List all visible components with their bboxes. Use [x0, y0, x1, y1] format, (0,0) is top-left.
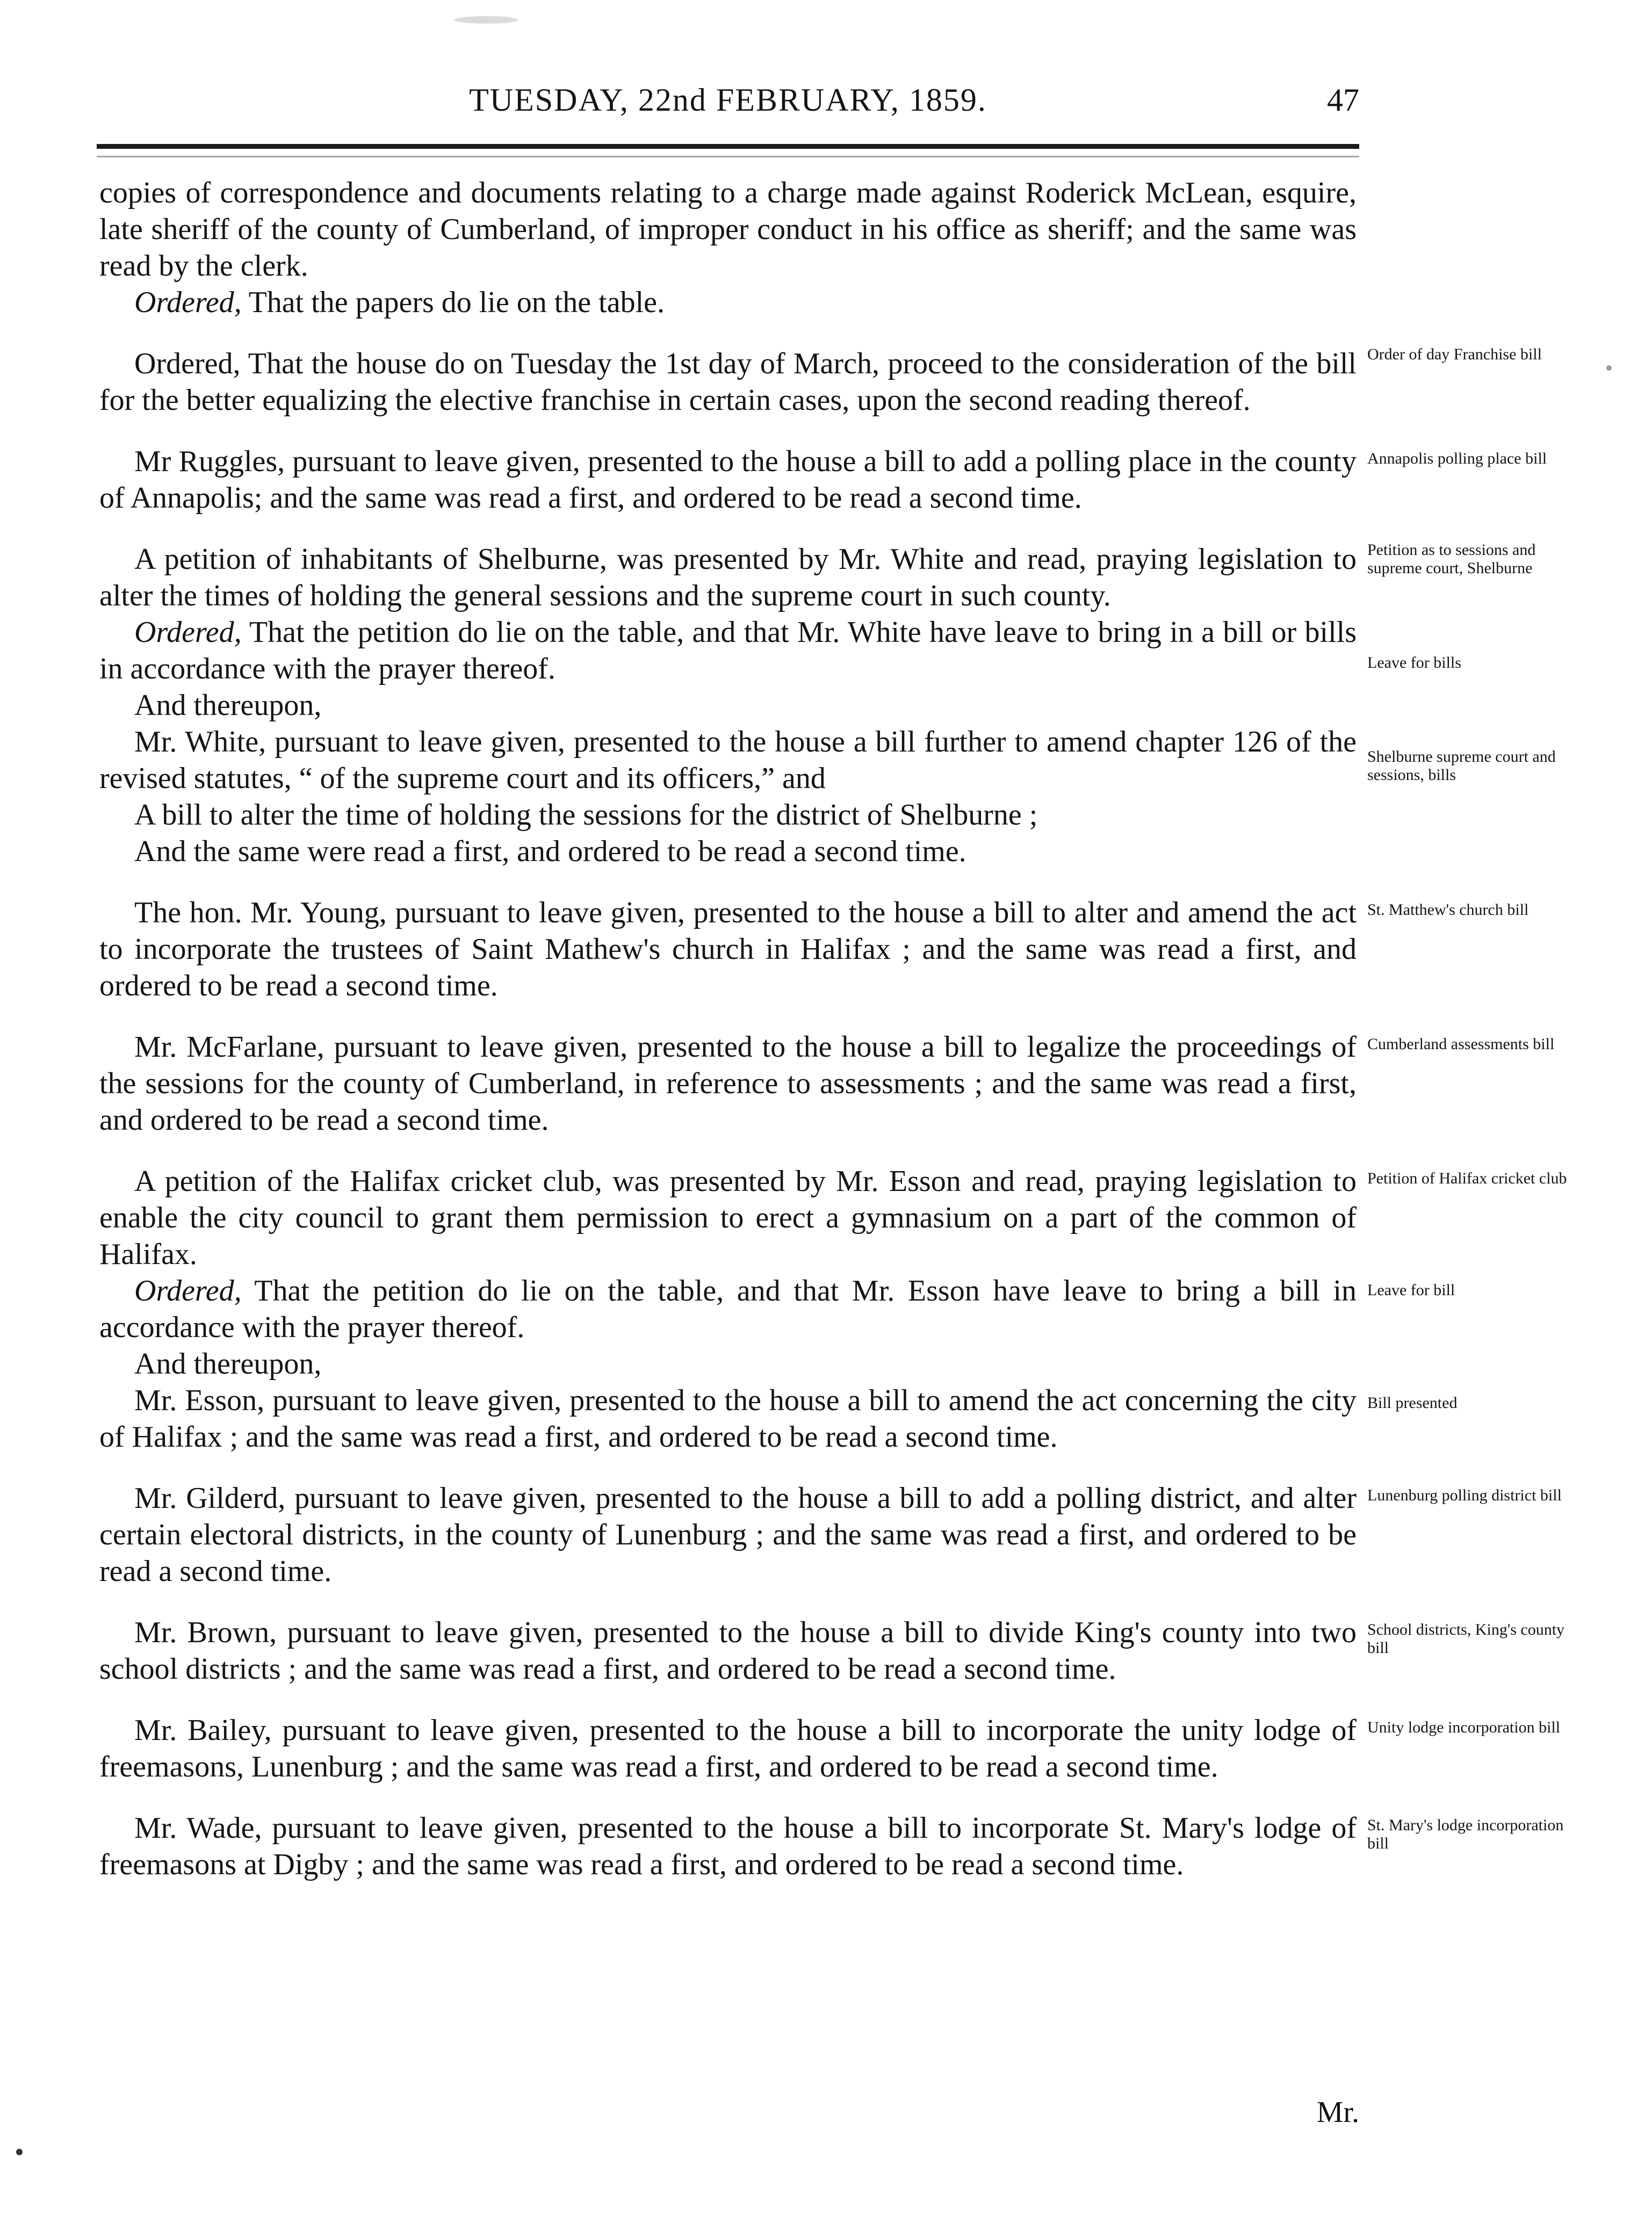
header-rule [97, 144, 1359, 149]
margin-note: Annapolis polling place bill [1367, 450, 1547, 467]
paragraph: Mr. Gilderd, pursuant to leave given, presented to the house a bill to add a polling district, and alter certain electoral districts, in the county of Lunenburg ; and the same was read a first, and ordered to be read a second time. [99, 1482, 1357, 1588]
print-blemish [454, 16, 518, 24]
margin-note: Order of day Franchise bill [1367, 345, 1542, 363]
margin-note: Bill presented [1367, 1394, 1458, 1412]
paragraph: Mr. McFarlane, pursuant to leave given, presented to the house a bill to legalize the proceedings of the sessions for the county of Cumberland, in reference to assessments ; and the same was read a first, and ordered to be read a second time. [99, 1030, 1357, 1137]
entry-st-mathews [99, 894, 1529, 1004]
print-speck [16, 2149, 23, 2155]
entry-kings-county [99, 1614, 1565, 1687]
margin-note: Shelburne supreme court and sessions, bills [1367, 748, 1556, 784]
margin-note: Petition as to sessions and supreme court, Shelburne [1367, 541, 1536, 577]
page-number: 47 [1327, 82, 1359, 118]
paragraph: A petition of the Halifax cricket club, was presented by Mr. Esson and read, praying legislation to enable the city council to grant them permission to erect a gymnasium on a part of the common of Halifax. [99, 1165, 1357, 1271]
paragraph: The hon. Mr. Young, pursuant to leave given, presented to the house a bill to alter and amend the act to incorporate the trustees of Saint Mathew's church in Halifax ; and the same was read a first, and ordered to be read a second time. [99, 896, 1357, 1002]
margin-note: St. Matthew's church bill [1367, 901, 1529, 919]
page-header [97, 78, 1359, 127]
margin-note: Leave for bills [1367, 654, 1461, 671]
margin-note: Cumberland assessments bill [1367, 1035, 1555, 1053]
entry-unity-lodge [99, 1712, 1561, 1785]
entry-order-of-day [99, 345, 1542, 418]
entry-shelburne [99, 541, 1556, 870]
paragraph: Ordered, That the house do on Tuesday the 1st day of March, proceed to the consideration of the bill for the better equalizing the elective franchise in certain cases, upon the second reading thereof. [99, 347, 1357, 417]
margin-note: Petition of Halifax cricket club [1367, 1169, 1567, 1187]
paragraph-ordered: Ordered, That the petition do lie on the table, and that Mr. White have leave to bring in a bill or bills in accordance with the prayer thereof. [99, 616, 1357, 685]
paragraph: copies of correspondence and documents relating to a charge made against Roderick McLean, esquire, late sheriff of the county of Cumberland, of improper conduct in his office as sheriff; and the same was read by the clerk. [99, 176, 1357, 283]
paragraph: Mr. White, pursuant to leave given, presented to the house a bill further to amend chapter 126 of the revised statutes, “ of the supreme court and its officers,” and [99, 725, 1357, 795]
entry-annapolis [99, 443, 1547, 516]
header-rule-thin [97, 156, 1359, 157]
paragraph: Mr. Brown, pursuant to leave given, presented to the house a bill to divide King's county into two school districts ; and the same was read a first, and ordered to be read a second time. [99, 1616, 1357, 1686]
entry-cricket-club [99, 1163, 1567, 1455]
margin-note: Lunenburg polling district bill [1367, 1486, 1562, 1504]
paragraph: And thereupon, [134, 689, 322, 722]
entry-st-marys-lodge [99, 1810, 1564, 1883]
margin-note: School districts, King's county bill [1367, 1621, 1565, 1657]
print-speck [1606, 365, 1612, 371]
paragraph: And the same were read a first, and ordered to be read a second time. [134, 835, 966, 868]
paragraph: Mr. Esson, pursuant to leave given, presented to the house a bill to amend the act concerning the city of Halifax ; and the same was read a first, and ordered to be read a second time. [99, 1384, 1357, 1454]
page-body [99, 175, 1567, 1908]
page-title: TUESDAY, 22nd FEBRUARY, 1859. [469, 82, 987, 118]
paragraph: And thereupon, [134, 1347, 322, 1381]
catchword: Mr. [1316, 2096, 1359, 2129]
paragraph: Mr. Bailey, pursuant to leave given, presented to the house a bill to incorporate the unity lodge of freemasons, Lunenburg ; and the same was read a first, and ordered to be read a second time. [99, 1714, 1357, 1783]
paragraph: Mr. Wade, pursuant to leave given, presented to the house a bill to incorporate St. Mary's lodge of freemasons at Digby ; and the same was read a first, and ordered to be read a second time. [99, 1811, 1357, 1881]
entry-cumberland [99, 1029, 1555, 1138]
paragraph-ordered: Ordered, That the petition do lie on the table, and that Mr. Esson have leave to bring a bill in accordance with the prayer thereof. [99, 1274, 1357, 1344]
paragraph-ordered: Ordered, That the papers do lie on the table. [134, 286, 665, 319]
paragraph: Mr Ruggles, pursuant to leave given, presented to the house a bill to add a polling place in the county of Annapolis; and the same was read a first, and ordered to be read a second time. [99, 445, 1357, 515]
entry-lunenburg [99, 1480, 1562, 1590]
paragraph: A petition of inhabitants of Shelburne, was presented by Mr. White and read, praying legislation to alter the times of holding the general sessions and the supreme court in such county. [99, 543, 1357, 612]
margin-note: St. Mary's lodge incorporation bill [1367, 1816, 1564, 1852]
paragraph: A bill to alter the time of holding the sessions for the district of Shelburne ; [134, 798, 1038, 832]
margin-note: Leave for bill [1367, 1281, 1455, 1299]
entry-correspondence [99, 175, 1359, 321]
margin-note: Unity lodge incorporation bill [1367, 1718, 1561, 1736]
